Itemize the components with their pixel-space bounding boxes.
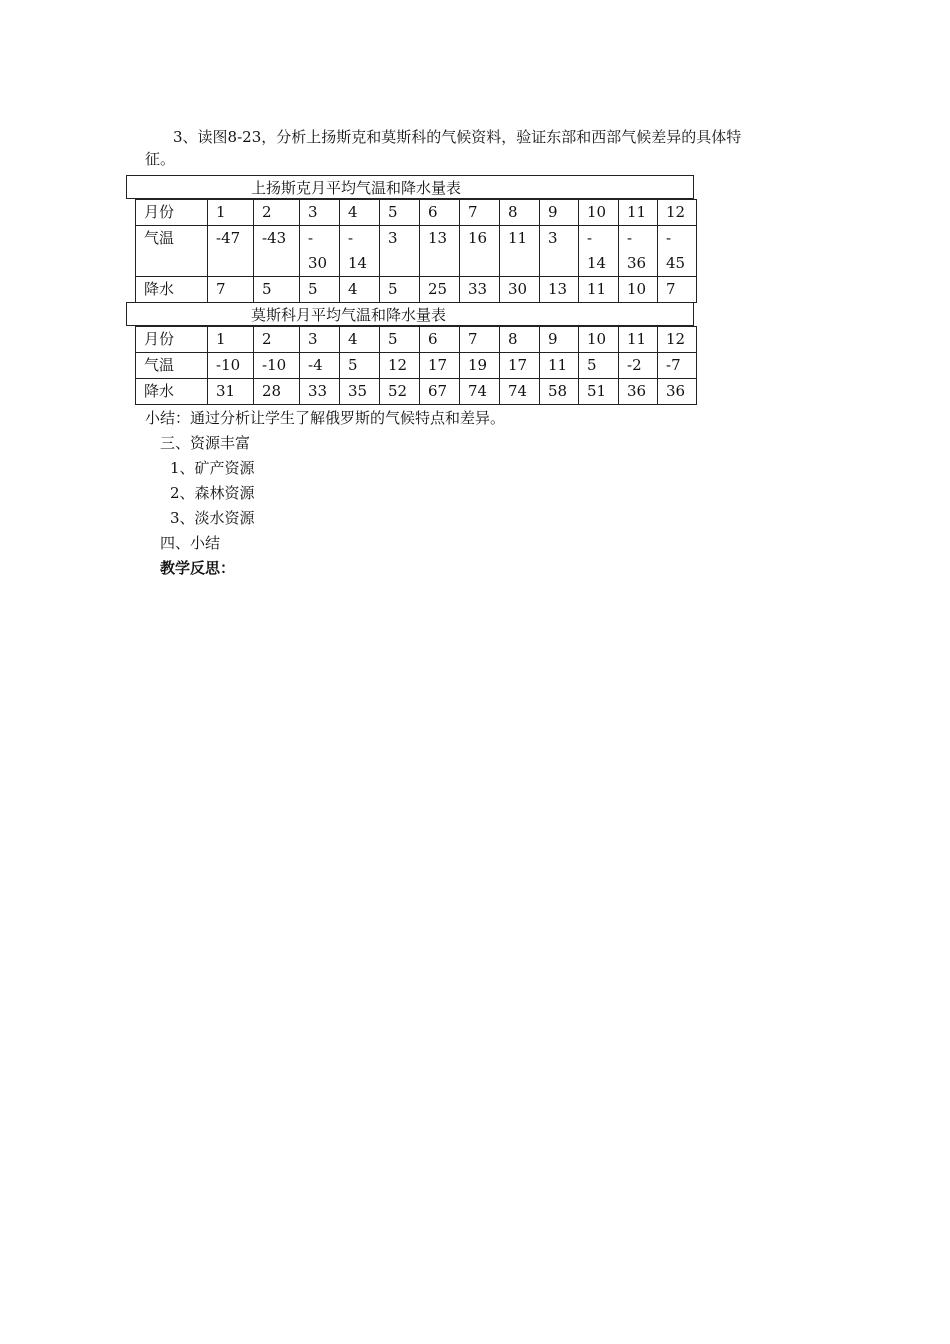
table-cell: 52: [380, 379, 420, 405]
table-cell: 9: [540, 327, 579, 353]
table1-title-row: [126, 175, 694, 199]
table-cell: 11: [579, 277, 619, 303]
table-cell: 74: [500, 379, 540, 405]
table-cell: 4: [340, 200, 380, 226]
table-cell: 4: [340, 277, 380, 303]
section3-heading: 三、资源丰富: [160, 434, 251, 452]
list-item: 2、森林资源: [170, 484, 255, 502]
table-cell: 2: [254, 327, 300, 353]
table-cell: 7: [460, 327, 500, 353]
table-cell: 6: [420, 327, 460, 353]
table-cell: 6: [420, 200, 460, 226]
table-cell: 7: [460, 200, 500, 226]
table-cell: 36: [619, 379, 658, 405]
intro-line-2: 征。: [145, 150, 176, 168]
table-cell: 51: [579, 379, 619, 405]
table-row: [136, 353, 697, 379]
table-cell: 11: [500, 226, 540, 277]
table-cell: 8: [500, 200, 540, 226]
table-cell: 11: [540, 353, 579, 379]
table-cell: 11: [619, 327, 658, 353]
row-header-cell: 降水: [136, 379, 208, 405]
intro-paragraph: [145, 126, 815, 170]
table-cell: 17: [420, 353, 460, 379]
table-cell: 74: [460, 379, 500, 405]
row-header-cell: 月份: [136, 200, 208, 226]
table-cell: 2: [254, 200, 300, 226]
table-cell: -7: [658, 353, 697, 379]
table-cell: 5: [380, 327, 420, 353]
table-cell: -2: [619, 353, 658, 379]
table-cell: 5: [380, 200, 420, 226]
table-cell: 58: [540, 379, 579, 405]
list-item: 1、矿产资源: [170, 459, 255, 477]
table-cell: -4: [300, 353, 340, 379]
table-cell: 17: [500, 353, 540, 379]
summary-text: 小结：通过分析让学生了解俄罗斯的气候特点和差异。: [145, 409, 506, 427]
row-header-cell: 气温: [136, 353, 208, 379]
table-cell: 3: [540, 226, 579, 277]
intro-line-1: 3、读图8-23，分析上扬斯克和莫斯科的气候资料，验证东部和西部气候差异的具体特: [173, 128, 742, 146]
table-cell: 3: [300, 327, 340, 353]
reflection-heading: 教学反思：: [160, 559, 236, 577]
table-cell: -10: [208, 353, 254, 379]
row-header-cell: 气温: [136, 226, 208, 277]
table-cell: 5: [579, 353, 619, 379]
table-cell: 5: [254, 277, 300, 303]
table-cell: 35: [340, 379, 380, 405]
table-cell: 1: [208, 327, 254, 353]
table-cell: - 14: [579, 226, 619, 277]
table-cell: 36: [658, 379, 697, 405]
table1-title: 上扬斯克月平均气温和降水量表: [251, 179, 462, 197]
table-cell: 33: [460, 277, 500, 303]
moscow-climate-table: [135, 326, 697, 405]
table2-title: 莫斯科月平均气温和降水量表: [251, 306, 447, 324]
section4-heading: 四、小结: [160, 534, 221, 552]
table-cell: 16: [460, 226, 500, 277]
table-cell: 19: [460, 353, 500, 379]
table-cell: 13: [540, 277, 579, 303]
table-row: [136, 226, 697, 277]
list-item: 3、淡水资源: [170, 509, 255, 527]
table-cell: 12: [380, 353, 420, 379]
table-cell: 10: [579, 200, 619, 226]
table-cell: - 30: [300, 226, 340, 277]
row-header-cell: 月份: [136, 327, 208, 353]
table2-title-row: [126, 302, 694, 326]
table-cell: 5: [340, 353, 380, 379]
table-cell: 30: [500, 277, 540, 303]
table-cell: 31: [208, 379, 254, 405]
table-cell: 11: [619, 200, 658, 226]
table-cell: 33: [300, 379, 340, 405]
table-cell: 10: [619, 277, 658, 303]
table-cell: 28: [254, 379, 300, 405]
table-cell: 5: [380, 277, 420, 303]
table-cell: - 36: [619, 226, 658, 277]
table-cell: -47: [208, 226, 254, 277]
table-cell: 13: [420, 226, 460, 277]
table-cell: - 45: [658, 226, 697, 277]
table-cell: 4: [340, 327, 380, 353]
table-cell: 1: [208, 200, 254, 226]
table-row: [136, 277, 697, 303]
table-cell: 8: [500, 327, 540, 353]
table-cell: 67: [420, 379, 460, 405]
table-row: [136, 200, 697, 226]
table-cell: 3: [300, 200, 340, 226]
table-cell: 12: [658, 327, 697, 353]
table-cell: 7: [208, 277, 254, 303]
table-cell: -43: [254, 226, 300, 277]
table-cell: 25: [420, 277, 460, 303]
table-row: [136, 327, 697, 353]
table-cell: 3: [380, 226, 420, 277]
table-cell: - 14: [340, 226, 380, 277]
table-cell: 10: [579, 327, 619, 353]
table-row: [136, 379, 697, 405]
table-cell: 12: [658, 200, 697, 226]
table-cell: 5: [300, 277, 340, 303]
row-header-cell: 降水: [136, 277, 208, 303]
verkhoyansk-climate-table: [135, 199, 697, 303]
table-cell: 7: [658, 277, 697, 303]
table-cell: -10: [254, 353, 300, 379]
table-cell: 9: [540, 200, 579, 226]
